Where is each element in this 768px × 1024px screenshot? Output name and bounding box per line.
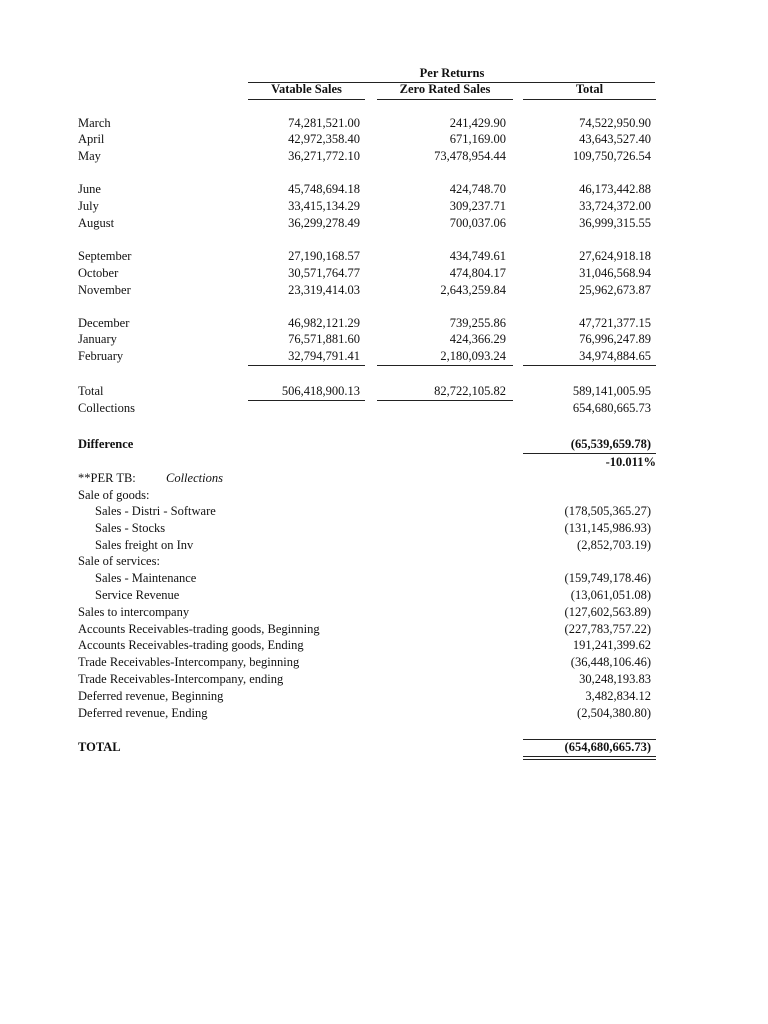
month-label: September: [78, 249, 132, 263]
line-item-value: 3,482,834.12: [585, 689, 651, 703]
total-value: 31,046,568.94: [579, 266, 651, 280]
total-value: 47,721,377.15: [579, 316, 651, 330]
vatable-value: 42,972,358.40: [288, 132, 360, 146]
total-value: 36,999,315.55: [579, 216, 651, 230]
totals-rule-zero-rated: [377, 400, 513, 401]
difference-label: Difference: [78, 437, 134, 451]
line-item-value: (178,505,365.27): [564, 504, 651, 518]
total-value: 25,962,673.87: [579, 283, 651, 297]
zero-rated-value: 73,478,954.44: [434, 149, 506, 163]
vatable-value: 36,299,278.49: [288, 216, 360, 230]
line-item-value: (159,749,178.46): [564, 571, 651, 585]
month-label: February: [78, 349, 124, 363]
difference-value: (65,539,659.78): [570, 437, 651, 451]
col-header-total: Total: [575, 82, 604, 96]
month-label: May: [78, 149, 101, 163]
col-rule-total: [523, 99, 656, 100]
sale-of-goods-label: Sale of goods:: [78, 488, 150, 502]
zero-rated-value: 424,748.70: [449, 182, 506, 196]
totals-total: 589,141,005.95: [572, 384, 651, 398]
vatable-value: 27,190,168.57: [288, 249, 360, 263]
subtotal-rule-total: [523, 365, 656, 366]
difference-rule: [523, 453, 656, 454]
line-item-label: Sales to intercompany: [78, 605, 190, 619]
line-item-value: (13,061,051.08): [570, 588, 651, 602]
per-tb-label: **PER TB:: [78, 471, 136, 485]
line-item-label: Sales - Distri - Software: [95, 504, 216, 518]
vatable-value: 45,748,694.18: [288, 182, 360, 196]
zero-rated-value: 700,037.06: [449, 216, 506, 230]
month-label: November: [78, 283, 131, 297]
month-label: August: [78, 216, 115, 230]
line-item-value: (2,504,380.80): [577, 706, 651, 720]
line-item-label: Sales - Maintenance: [95, 571, 197, 585]
total-value: 33,724,372.00: [579, 199, 651, 213]
line-item-label: Accounts Receivables-trading goods, Ending: [78, 638, 304, 652]
collections-label: Collections: [78, 401, 135, 415]
line-item-label: Trade Receivables-Intercompany, beginning: [78, 655, 300, 669]
line-item-label: Deferred revenue, Beginning: [78, 689, 224, 703]
totals-vatable: 506,418,900.13: [281, 384, 360, 398]
vatable-value: 36,271,772.10: [288, 149, 360, 163]
col-header-zero-rated: Zero Rated Sales: [399, 82, 491, 96]
grand-total-value: (654,680,665.73): [564, 740, 651, 754]
line-item-label: Sales freight on Inv: [95, 538, 194, 552]
month-label: December: [78, 316, 130, 330]
line-item-value: (36,448,106.46): [570, 655, 651, 669]
zero-rated-value: 309,237.71: [449, 199, 506, 213]
vatable-value: 76,571,881.60: [288, 332, 360, 346]
zero-rated-value: 241,429.90: [449, 116, 506, 130]
total-value: 76,996,247.89: [579, 332, 651, 346]
zero-rated-value: 424,366.29: [449, 332, 506, 346]
totals-label: Total: [78, 384, 104, 398]
total-value: 74,522,950.90: [579, 116, 651, 130]
zero-rated-value: 671,169.00: [449, 132, 506, 146]
grand-total-double-rule: [523, 756, 656, 760]
line-item-label: Deferred revenue, Ending: [78, 706, 208, 720]
total-value: 27,624,918.18: [579, 249, 651, 263]
totals-rule-vatable: [248, 400, 365, 401]
zero-rated-value: 2,180,093.24: [440, 349, 506, 363]
sale-of-services-label: Sale of services:: [78, 554, 160, 568]
totals-zero-rated: 82,722,105.82: [434, 384, 506, 398]
col-header-vatable: Vatable Sales: [271, 82, 342, 96]
total-value: 109,750,726.54: [572, 149, 651, 163]
line-item-label: Service Revenue: [95, 588, 180, 602]
month-label: April: [78, 132, 105, 146]
vatable-value: 30,571,764.77: [288, 266, 360, 280]
line-item-value: (131,145,986.93): [564, 521, 651, 535]
vatable-value: 33,415,134.29: [288, 199, 360, 213]
zero-rated-value: 739,255.86: [449, 316, 506, 330]
per-tb-sublabel: Collections: [166, 471, 223, 485]
vatable-value: 23,319,414.03: [288, 283, 360, 297]
per-returns-header: Per Returns: [419, 66, 485, 80]
collections-value: 654,680,665.73: [572, 401, 651, 415]
zero-rated-value: 474,804.17: [449, 266, 506, 280]
zero-rated-value: 434,749.61: [449, 249, 506, 263]
subtotal-rule-vatable: [248, 365, 365, 366]
month-label: October: [78, 266, 119, 280]
month-label: June: [78, 182, 101, 196]
line-item-value: (227,783,757.22): [564, 622, 651, 636]
line-item-label: Accounts Receivables-trading goods, Beginning: [78, 622, 320, 636]
line-item-value: (127,602,563.89): [564, 605, 651, 619]
line-item-label: Sales - Stocks: [95, 521, 166, 535]
total-value: 34,974,884.65: [579, 349, 651, 363]
vatable-value: 74,281,521.00: [288, 116, 360, 130]
col-rule-zero-rated: [377, 99, 513, 100]
total-value: 43,643,527.40: [579, 132, 651, 146]
month-label: March: [78, 116, 111, 130]
vatable-value: 46,982,121.29: [288, 316, 360, 330]
line-item-value: (2,852,703.19): [577, 538, 651, 552]
month-label: January: [78, 332, 117, 346]
line-item-label: Trade Receivables-Intercompany, ending: [78, 672, 284, 686]
total-value: 46,173,442.88: [579, 182, 651, 196]
month-label: July: [78, 199, 99, 213]
difference-percent: -10.011%: [605, 455, 656, 469]
grand-total-label: TOTAL: [78, 740, 121, 754]
zero-rated-value: 2,643,259.84: [440, 283, 506, 297]
line-item-value: 191,241,399.62: [572, 638, 651, 652]
subtotal-rule-zero-rated: [377, 365, 513, 366]
line-item-value: 30,248,193.83: [579, 672, 651, 686]
vatable-value: 32,794,791.41: [288, 349, 360, 363]
col-rule-vatable: [248, 99, 365, 100]
